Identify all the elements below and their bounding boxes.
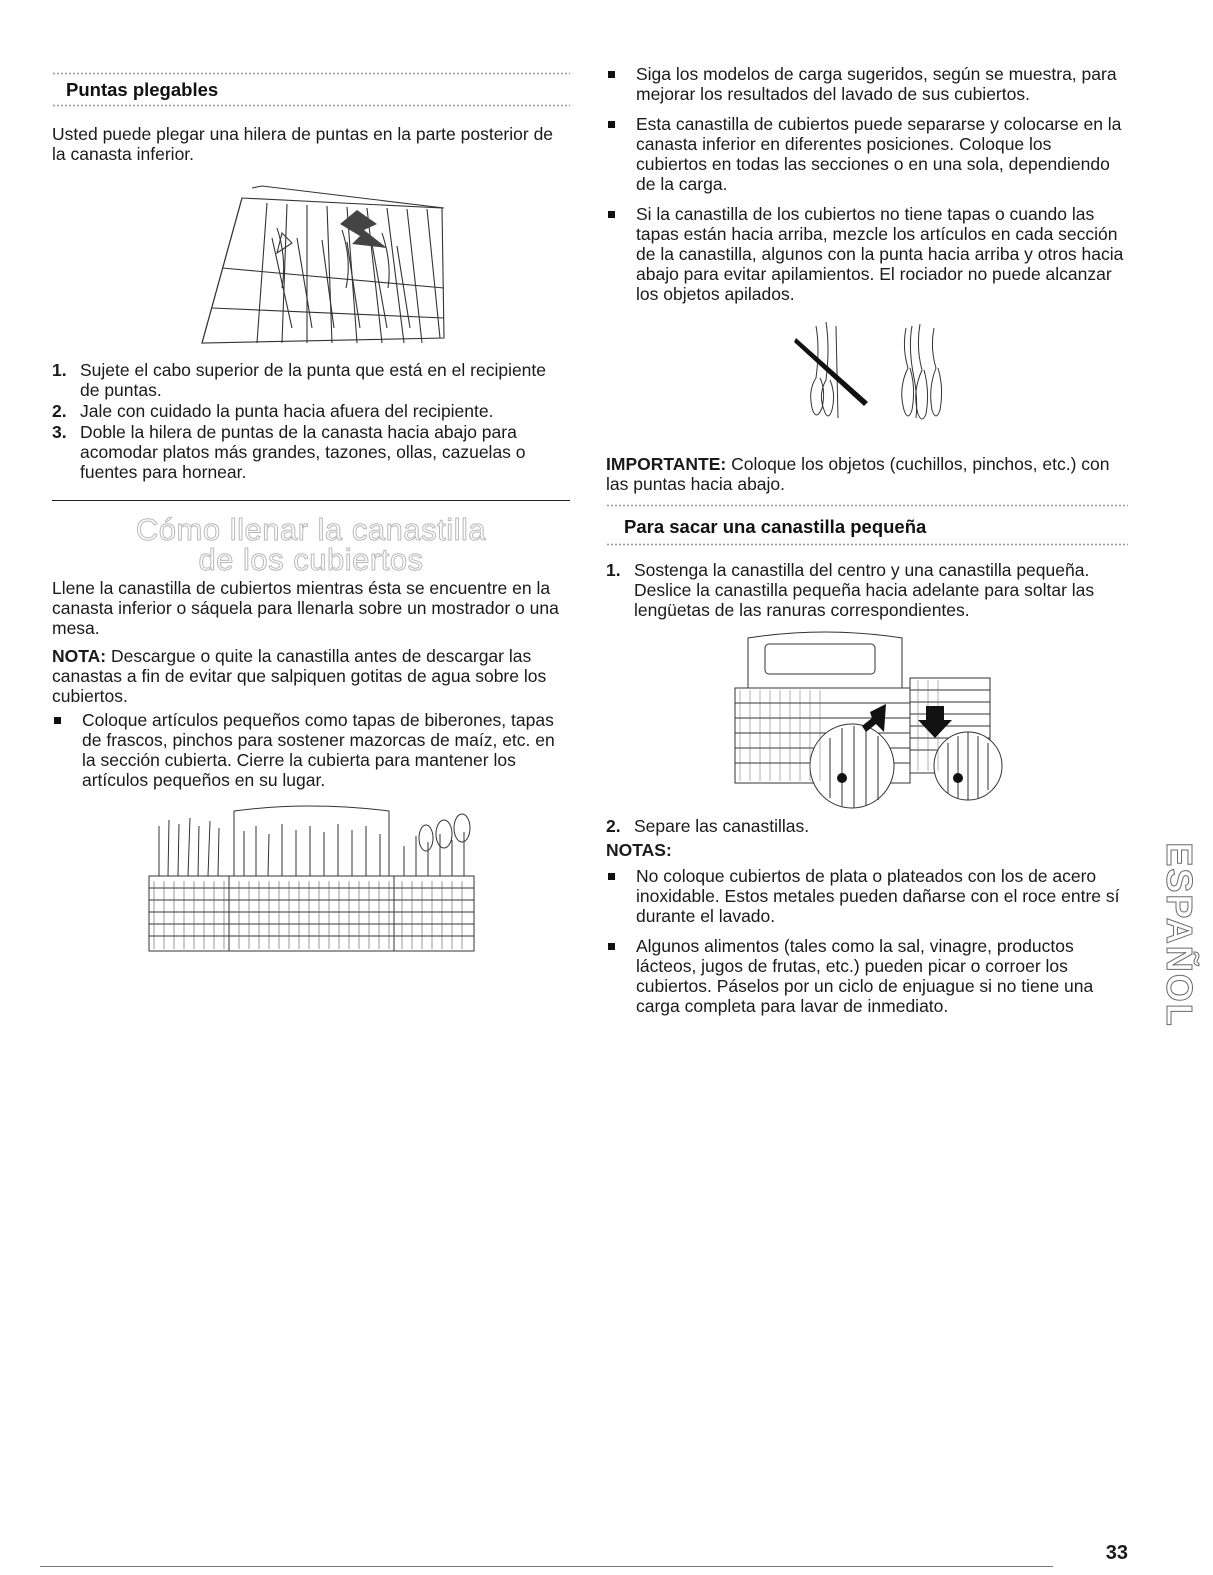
bullet-text: Si la canastilla de los cubiertos no tiene tapas o cuando las tapas están hacia arriba, mezcle los artículos en cada sección de la canastilla, algunos con la punta hacia arriba y otros hacia abajo para evitar apilamientos. El rociador no puede alcanzar los objetos apilados. — [636, 204, 1124, 304]
sacar-step-2 — [606, 816, 1118, 837]
bullet-text: No coloque cubiertos de plata o plateados con los de acero inoxidable. Estos metales pueden dañarse con el roce entre sí durante el lavado. — [636, 866, 1120, 926]
bullet-marker — [608, 943, 615, 950]
list-item — [52, 360, 562, 400]
dotted-rule — [52, 104, 570, 107]
importante-text: Coloque los objetos (cuchillos, pinchos, etc.) con las puntas hacia abajo. — [606, 454, 1110, 494]
basket-separation-illustration — [730, 628, 1000, 808]
language-side-tab — [1150, 815, 1200, 1055]
bullet-marker — [54, 717, 61, 724]
list-item — [52, 401, 562, 421]
load-bullets — [606, 64, 1126, 304]
bullet-text: Algunos alimentos (tales como la sal, vinagre, productos lácteos, jugos de frutas, etc.) pueden picar o corroer los cubiertos. Páselos por un ciclo de enjuague si no tiene una carga completa para lavar de inmediato. — [636, 936, 1094, 1016]
bullet-text: Coloque artículos pequeños como tapas de biberones, tapas de frascos, pinchos para sostener mazorcas de maíz, etc. en la sección cubierta. Cierre la cubierta para mantener los artículos pequeños en su lugar. — [82, 710, 555, 790]
heading-line-2: de los cubiertos — [198, 542, 424, 577]
fill-intro: Llene la canastilla de cubiertos mientras ésta se encuentre en la canasta inferior o sáquela para llenarla sobre un mostrador o una mesa. — [52, 578, 559, 638]
list-item — [606, 560, 1118, 620]
bullet-marker — [608, 71, 615, 78]
importante-paragraph — [606, 454, 1126, 494]
notas-bullets — [606, 866, 1126, 1016]
bullet-text: Esta canastilla de cubiertos puede separarse y colocarse en la canasta inferior en diferentes posiciones. Coloque los cubiertos en todas las secciones o en una sola, dependiendo de la carga. — [636, 114, 1122, 194]
section-divider — [52, 500, 570, 501]
bullet-marker — [608, 211, 615, 218]
page-bottom-rule — [40, 1566, 1053, 1567]
list-item — [606, 936, 1126, 1016]
bullet-marker — [608, 121, 615, 128]
page-number: 33 — [1105, 1542, 1128, 1564]
step-number: 3. — [52, 422, 67, 442]
list-item — [606, 64, 1126, 104]
importante-label: IMPORTANTE: — [606, 454, 727, 474]
step-text: Separe las canastillas. — [634, 816, 810, 836]
section-title-puntas: Puntas plegables — [66, 79, 219, 100]
list-item — [52, 710, 568, 790]
list-item — [606, 866, 1126, 926]
side-tab-label: ESPAÑOL — [1159, 842, 1200, 1028]
list-item — [606, 204, 1126, 304]
heading-line-1: Cómo llenar la canastilla — [135, 512, 487, 547]
step-number: 1. — [606, 560, 621, 580]
fill-bullets — [52, 710, 568, 790]
notas-label: NOTAS: — [606, 840, 672, 860]
sacar-step-1 — [606, 560, 1118, 621]
dotted-rule — [606, 504, 1128, 507]
step-text: Doble la hilera de puntas de la canasta hacia abajo para acomodar platos más grandes, tazones, ollas, cazuelas o fuentes para hornear. — [80, 422, 526, 482]
folding-tines-illustration — [182, 178, 462, 348]
step-number: 1. — [52, 360, 67, 380]
step-number: 2. — [52, 401, 67, 421]
step-text: Jale con cuidado la punta hacia afuera del recipiente. — [80, 401, 494, 421]
silverware-basket-illustration — [144, 806, 484, 956]
dotted-rule — [52, 72, 570, 75]
section-title-sacar: Para sacar una canastilla pequeña — [624, 516, 927, 537]
bullet-text: Siga los modelos de carga sugeridos, según se muestra, para mejorar los resultados del lavado de sus cubiertos. — [636, 64, 1117, 104]
utensils-placement-illustration — [794, 318, 964, 428]
step-number: 2. — [606, 816, 621, 836]
nota-text: Descargue o quite la canastilla antes de descargar las canastas a fin de evitar que salpiquen gotitas de agua sobre los cubiertos. — [52, 646, 547, 706]
bullet-marker — [608, 873, 615, 880]
dotted-rule — [606, 543, 1128, 546]
list-item — [606, 816, 1118, 836]
puntas-intro: Usted puede plegar una hilera de puntas en la parte posterior de la canasta inferior. — [52, 124, 554, 164]
step-text: Sujete el cabo superior de la punta que está en el recipiente de puntas. — [80, 360, 547, 400]
step-text: Sostenga la canastilla del centro y una canastilla pequeña. Deslice la canastilla pequeña hacia adelante para soltar las lengüetas de las ranuras correspondientes. — [634, 560, 1095, 620]
puntas-steps — [52, 360, 562, 483]
nota-label: NOTA: — [52, 646, 107, 666]
nota-paragraph — [52, 646, 568, 706]
list-item — [606, 114, 1126, 194]
list-item — [52, 422, 562, 482]
